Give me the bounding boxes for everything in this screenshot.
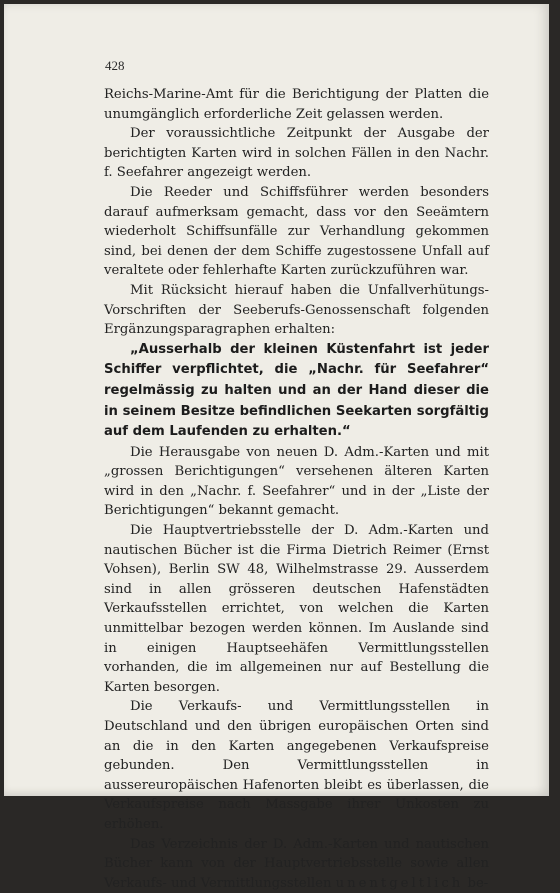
quoted-regulation: „Ausserhalb der kleinen Küstenfahrt ist jeder Schiffer verpflichtet, die „Nachr. für Seefahrer“ regelmässig zu halten und an der Hand dieser die in seinem Besitze befindlichen Seekarten sorgfältig auf dem Laufenden zu erhalten.“	[104, 341, 489, 440]
paragraph-4: Mit Rücksicht hierauf haben die Unfallverhütungs-Vorschriften der Seeberufs-Genossenschaft folgenden Ergänzungsparagraphen erhalten:	[104, 282, 489, 338]
paragraph-2: Der voraussichtliche Zeitpunkt der Ausgabe der berichtigten Karten wird in solchen Fällen in den Nachr. f. Seefahrer angezeigt werden.	[104, 126, 489, 181]
paragraph-1: Reichs-Marine-Amt für die Berichtigung der Platten die unumgänglich erforderliche Zeit gelassen werden.	[104, 87, 489, 122]
paragraph-8: Die Verkaufs- und Vermittlungsstellen in Deutschland und den übrigen europäischen Orten sind an die in den Karten angegebenen Verkaufspreise gebunden. Den Vermittlungsstellen in aussereuropäischen Hafenorten bleibt es überlassen, die Verkaufspreise nach Massgabe ihrer Unkosten zu erhöhen.	[104, 699, 489, 832]
paragraph-7: Die Hauptvertriebsstelle der D. Adm.-Karten und nautischen Bücher ist die Firma Dietrich Reimer (Ernst Vohsen), Berlin SW 48, Wilhelmstrasse 29. Ausserdem sind in allen grösseren deutschen Hafenstädten Verkaufsstellen errichtet, von welchen die Karten unmittelbar bezogen werden können. Im Auslande sind in einigen Hauptseehäfen Vermittlungsstellen vorhanden, die im allgemeinen nur auf Bestellung die Karten besorgen.	[104, 523, 489, 695]
paragraph-6: Die Herausgabe von neuen D. Adm.-Karten und mit „grossen Berichtigungen“ versehenen älteren Karten wird in den „Nachr. f. Seefahrer“ und in der „Liste der Berichtigungen“ bekannt gemacht.	[104, 444, 489, 519]
paragraph-9	[104, 835, 489, 893]
body-text	[104, 85, 489, 893]
paragraph-9-start: Das Verzeichnis der D. Adm.-Karten und nautischen Bücher kann von der Hauptvertriebsstelle sowie allen Verkaufs- und Vermittlungsstellen	[104, 836, 489, 891]
emphasized-word: unentgeltlich	[335, 875, 464, 891]
paragraph-9-end: be-	[463, 875, 489, 891]
book-page	[4, 4, 549, 891]
page-number: 428	[105, 58, 125, 73]
paragraph-3: Die Reeder und Schiffsführer werden besonders darauf aufmerksam gemacht, dass vor den Seeämtern wiederholt Schiffsunfälle zur Verhandlung gekommen sind, bei denen der dem Schiffe zugestossene Unfall auf veraltete oder fehlerhafte Karten zurückzuführen war.	[104, 184, 489, 279]
